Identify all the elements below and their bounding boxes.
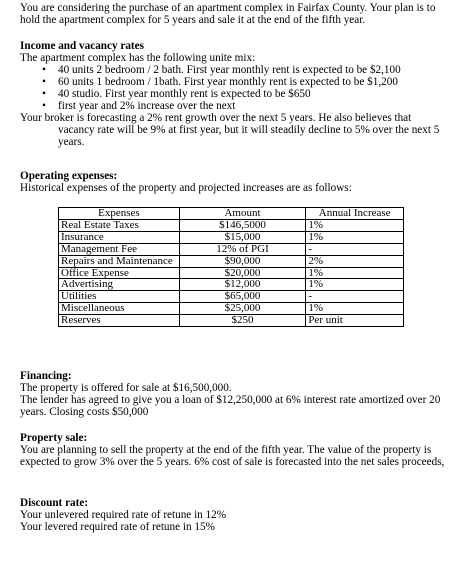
income-heading: Income and vacancy rates: [20, 40, 144, 52]
expense-name: Utilities: [59, 291, 180, 303]
expense-increase: 1%: [306, 267, 404, 279]
intro-paragraph: You are considering the purchase of an apartment complex in Fairfax County. Your plan is to hold the apartment complex for 5 years and sale it at the end of the fifth year.: [20, 2, 436, 26]
expense-amount: $12,000: [179, 279, 306, 291]
discount-levered: Your levered required rate of retune in 15%: [20, 521, 215, 533]
expense-amount: $20,000: [179, 267, 306, 279]
expense-increase: 1%: [306, 219, 404, 231]
discount-unlevered: Your unlevered required rate of retune in 12%: [20, 509, 227, 521]
operating-lead: Historical expenses of the property and projected increases are as follows:: [20, 182, 352, 194]
broker-forecast-continued: vacancy rate will be 9% at first year, but it will steadily decline to 5% over the next 5 years.: [58, 124, 440, 148]
broker-forecast: Your broker is forecasting a 2% rent growth over the next 5 years. He also believes that: [20, 112, 412, 124]
income-section: [20, 40, 445, 148]
operating-section: [20, 170, 445, 194]
financing-section: [20, 370, 445, 418]
header-annual-increase: Annual Increase: [306, 208, 404, 220]
expense-amount: $250: [179, 315, 306, 327]
expense-increase: -: [306, 243, 404, 255]
table-row: [59, 291, 404, 303]
expense-amount: $65,000: [179, 291, 306, 303]
table-row: [59, 315, 404, 327]
sale-text: You are planning to sell the property at the end of the fifth year. The value of the property is expected to grow 3% over the 5 years. 6% cost of sale is forecasted into the net sales proceeds,: [20, 444, 445, 468]
table-row: [59, 303, 404, 315]
expense-increase: -: [306, 291, 404, 303]
expense-increase: Per unit: [306, 315, 404, 327]
financing-heading: Financing:: [20, 370, 72, 382]
list-item: • 40 units 2 bedroom / 2 bath. First year monthly rent is expected to be $2,100: [20, 64, 445, 76]
table-header-row: [59, 208, 404, 220]
income-lead: The apartment complex has the following unite mix:: [20, 52, 256, 64]
list-item: • 60 units 1 bedroom / 1bath. First year monthly rent is expected to be $1,200: [20, 76, 445, 88]
table-row: [59, 243, 404, 255]
table-row: [59, 255, 404, 267]
header-amount: Amount: [179, 208, 306, 220]
expense-amount: $15,000: [179, 231, 306, 243]
expense-name: Repairs and Maintenance: [59, 255, 180, 267]
expense-amount: $146,5000: [179, 219, 306, 231]
expense-name: Advertising: [59, 279, 180, 291]
expense-increase: 1%: [306, 303, 404, 315]
table-row: [59, 219, 404, 231]
operating-heading: Operating expenses:: [20, 170, 118, 182]
discount-heading: Discount rate:: [20, 497, 89, 509]
list-item: • first year and 2% increase over the next: [20, 100, 445, 112]
expense-amount: 12% of PGI: [179, 243, 306, 255]
table-row: [59, 267, 404, 279]
table-row: [59, 279, 404, 291]
expense-name: Miscellaneous: [59, 303, 180, 315]
expense-name: Real Estate Taxes: [59, 219, 180, 231]
expense-name: Management Fee: [59, 243, 180, 255]
sale-section: [20, 432, 445, 468]
expense-name: Office Expense: [59, 267, 180, 279]
expense-amount: $90,000: [179, 255, 306, 267]
list-item: • 40 studio. First year monthly rent is expected to be $650: [20, 88, 445, 100]
expense-name: Reserves: [59, 315, 180, 327]
header-expenses: Expenses: [59, 208, 180, 220]
discount-section: [20, 497, 445, 533]
expense-increase: 1%: [306, 279, 404, 291]
expense-increase: 1%: [306, 231, 404, 243]
unit-mix-list: [20, 64, 445, 112]
expense-amount: $25,000: [179, 303, 306, 315]
expense-name: Insurance: [59, 231, 180, 243]
expenses-table: [58, 207, 404, 327]
financing-loan: The lender has agreed to give you a loan of $12,250,000 at 6% interest rate amortized over 20 years. Closing costs $50,000: [20, 394, 441, 418]
financing-offer: The property is offered for sale at $16,500,000.: [20, 382, 232, 394]
sale-heading: Property sale:: [20, 432, 88, 444]
expense-increase: 2%: [306, 255, 404, 267]
table-row: [59, 231, 404, 243]
